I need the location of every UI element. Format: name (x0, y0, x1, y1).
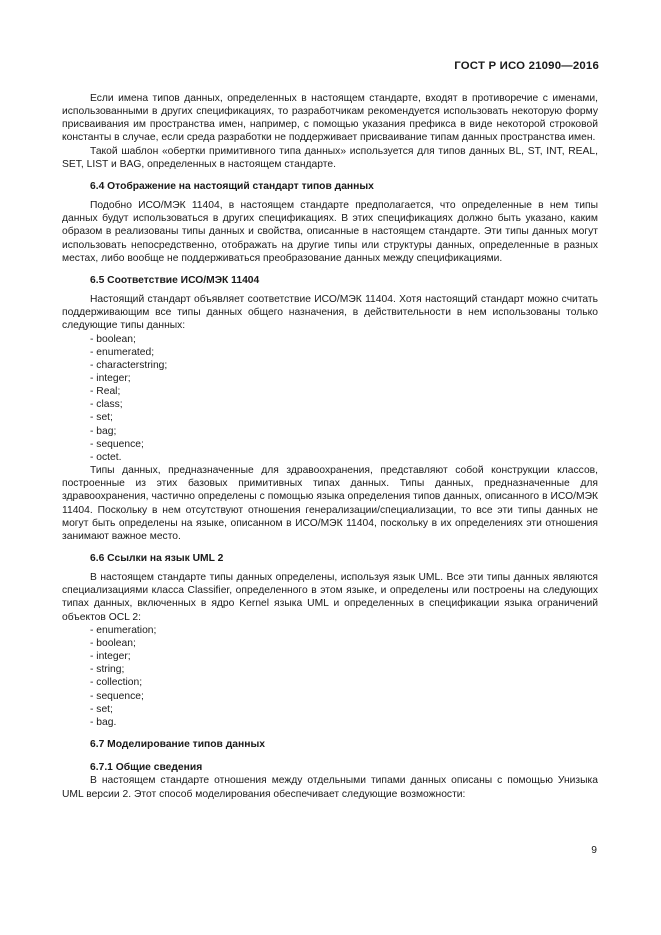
list-item: - set; (90, 703, 598, 716)
list-item: - sequence; (90, 438, 598, 451)
list-item: - integer; (90, 372, 598, 385)
paragraph: В настоящем стандарте отношения между отдельными типами данных описаны с помощью Унизыка UML версии 2. Этот способ моделирования обеспечивает следующие возможности: (62, 775, 598, 800)
section-heading-6-4: 6.4 Отображение на настоящий стандарт типов данных (90, 180, 374, 192)
paragraph: Настоящий стандарт объявляет соответствие ИСО/МЭК 11404. Хотя настоящий стандарт можно считать поддерживающим все типы данных общего назначения, в действительности в нем использованы только следующие типы данных: (62, 294, 598, 332)
list-item: - characterstring; (90, 359, 598, 372)
section-heading-6-5: 6.5 Соответствие ИСО/МЭК 11404 (90, 274, 260, 286)
subsection-heading-6-7-1: 6.7.1 Общие сведения (90, 762, 203, 774)
list-iso-types (62, 333, 598, 465)
paragraph: Если имена типов данных, определенных в настоящем стандарте, входят в противоречие с именами, использованными в других спецификациях, то разработчикам рекомендуется использовать некоторую форму присваивания им пространства имен, например, с помощью указания префикса в виде некоторой строковой константы в случае, если среда разработки не поддерживает присваивание типам данных пространства имен. (62, 93, 598, 144)
list-item: - class; (90, 398, 598, 411)
list-item: - set; (90, 411, 598, 424)
paragraph: Подобно ИСО/МЭК 11404, в настоящем стандарте предполагается, что определенные в нем типы данных будут использоваться в других спецификациях. В этих спецификациях должно быть указано, каким образом в реализованы типы данных и свойства, описанные в настоящем стандарте. Эти типы данных могут использовать непосредственно, отображать на другие типы или структуры данных, определенные в разных местах, либо вообще не поддерживаться преобразование данных между спецификациями. (62, 200, 598, 264)
list-item: - string; (90, 663, 598, 676)
list-item: - Real; (90, 385, 598, 398)
list-uml-types (62, 624, 598, 729)
section-heading-6-6: 6.6 Ссылки на язык UML 2 (90, 553, 224, 564)
list-item: - enumerated; (90, 346, 598, 359)
page-number: 9 (591, 845, 597, 856)
list-item: - bag; (90, 425, 598, 438)
list-item: - boolean; (90, 637, 598, 650)
list-item: - sequence; (90, 690, 598, 703)
list-item: - collection; (90, 676, 598, 689)
list-item: - boolean; (90, 333, 598, 346)
list-item: - bag. (90, 716, 598, 729)
section-heading-6-7: 6.7 Моделирование типов данных (90, 739, 265, 751)
paragraph: Типы данных, предназначенные для здравоохранения, представляют собой конструкции классов, построенные из этих базовых примитивных типах данных. Типы данных, предназначенные для здравоохранения, частично определены с помощью языка определения типов данных, описанного в ИСО/МЭК 11404. Поскольку в нем отсутствуют отношения генерализации/специализации, то все эти типы данных не могут быть определены на языке, описанном в ИСО/МЭК 11404, поскольку в их определениях эти отношения занимают важное место. (62, 465, 598, 542)
list-item: - octet. (90, 451, 598, 464)
list-item: - enumeration; (90, 624, 598, 637)
paragraph: Такой шаблон «обертки примитивного типа данных» используется для типов данных BL, ST, INT, REAL, SET, LIST и BAG, определенных в настоящем стандарте. (62, 145, 598, 170)
document-header: ГОСТ Р ИСО 21090—2016 (454, 60, 599, 72)
list-item: - integer; (90, 650, 598, 663)
page-content (62, 92, 598, 801)
paragraph: В настоящем стандарте типы данных определены, используя язык UML. Все эти типы данных являются специализациями класса Classifier, определенного в этом языке, и определены или построены на следующих типах данных, включенных в ядро Kernel языка UML и определенных в спецификации языка ограничений объектов OCL 2: (62, 572, 598, 623)
